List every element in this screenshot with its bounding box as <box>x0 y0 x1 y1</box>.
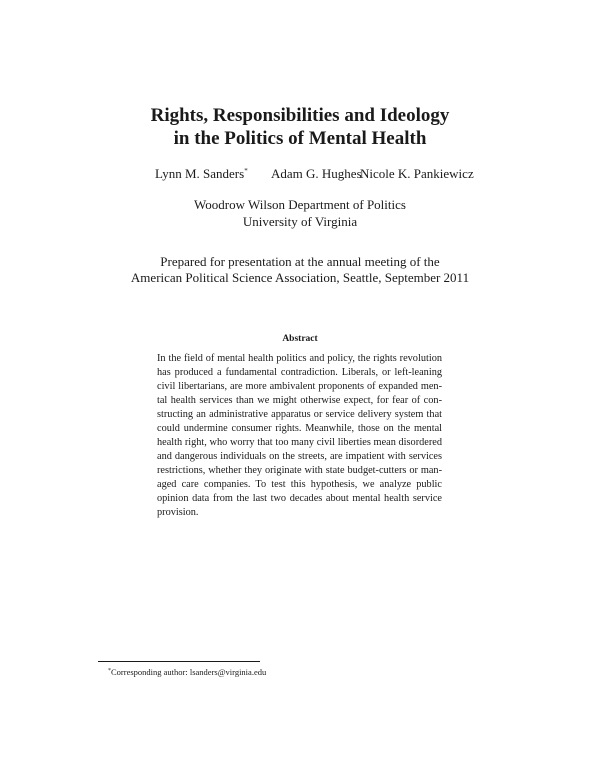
abstract-text: In the field of mental health politics and policy, the rights revolution has produced a fundamental contradiction. Liberals, or left-leaning civil libertarians, are more ambivalent proponents of expanded mental health services than we might otherwise expect, for fear of constructing an administrative apparatus or service delivery system that could undermine consumer rights. Meanwhile, those on the mental health right, who worry that too many civil liberties mean disordered and dangerous individuals on the streets, are impatient with services restrictions, whether they originate with state budget-cutters or managed care companies. To test this hypothesis, we analyze public opinion data from the last two decades about mental health service provision. <box>157 353 442 518</box>
footnote-mark: * <box>108 668 111 674</box>
affiliation <box>0 196 600 230</box>
author-3 <box>360 166 474 182</box>
department: Woodrow Wilson Department of Politics <box>194 197 406 212</box>
title-line-1: Rights, Responsibilities and Ideology <box>150 105 450 126</box>
footnote-text: Corresponding author: lsanders@virginia.edu <box>111 667 267 677</box>
author-name: Lynn M. Sanders <box>155 166 245 181</box>
abstract-heading: Abstract <box>282 334 318 344</box>
author-1 <box>155 166 248 182</box>
presentation-line-2: American Political Science Association, Seattle, September 2011 <box>130 270 470 285</box>
title-line-2: in the Politics of Mental Health <box>173 128 427 149</box>
author-footnote-mark: * <box>244 167 248 175</box>
paper-title <box>0 104 600 150</box>
author-name: Adam G. Hughes <box>271 166 362 181</box>
author-name: Nicole K. Pankiewicz <box>360 166 474 181</box>
university: University of Virginia <box>242 214 358 229</box>
footnote-divider <box>98 661 260 662</box>
presentation-note <box>0 254 600 286</box>
author-2 <box>271 166 362 182</box>
presentation-line-1: Prepared for presentation at the annual meeting of the <box>160 254 440 269</box>
footnote <box>108 666 266 678</box>
